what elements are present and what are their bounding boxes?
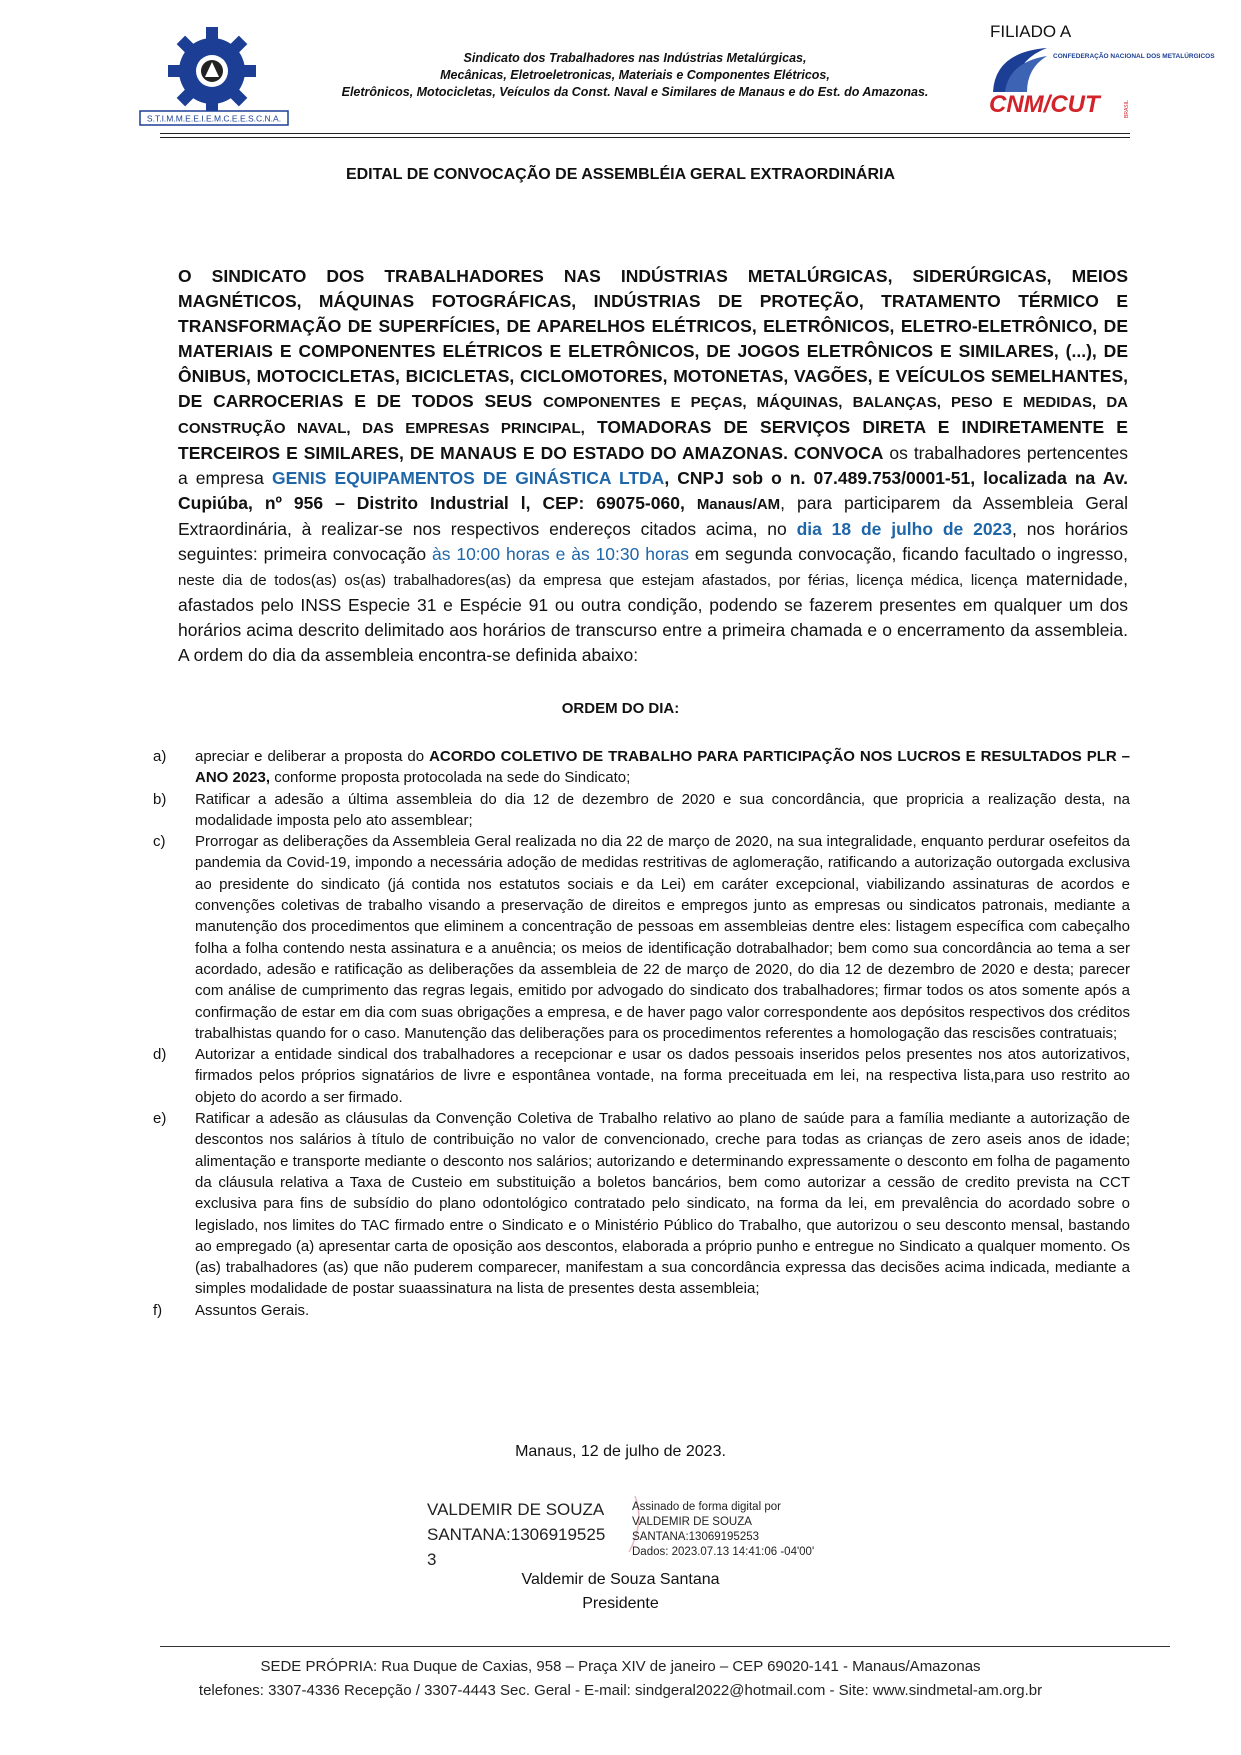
- intro-text: , nos horários seguintes: primeira convocação: [178, 519, 1128, 564]
- agenda-title: ORDEM DO DIA:: [561, 700, 680, 717]
- union-name-line: Sindicato dos Trabalhadores nas Indústrias Metalúrgicas,: [463, 51, 807, 65]
- intro-text-small: neste dia de todos(as) os(as) trabalhadores(as) da empresa que estejam afastados, por férias, licença médica, licença: [178, 572, 1018, 589]
- intro-bold-small: COMPONENTES E PEÇAS, MÁQUINAS, BALANÇAS, PESO E MEDIDAS, DA CONSTRUÇÃO NAVAL, DAS EMPRESAS PRINCIPAL,: [178, 394, 1128, 437]
- agenda-item-text: Autorizar a entidade sindical dos trabalhadores a recepcionar e usar os dados pessoais inseridos pelos presentes nos atos autorizativos, firmados pelos próprios signatários de livre e espontânea vontade, na forma preceituada em lei, na respectiva lista,para uso restrito ao objeto do acordo a ser firmado.: [195, 1046, 1130, 1106]
- union-name-line: Mecânicas, Eletroeletronicas, Materiais e Componentes Elétricos,: [440, 68, 830, 82]
- signer-role: Presidente: [582, 1595, 659, 1612]
- intro-text: os trabalhadores pertencentes a empresa: [178, 443, 1128, 488]
- agenda-item-text: Assuntos Gerais.: [195, 1301, 310, 1319]
- intro-bold: TOMADORAS DE SERVIÇOS DIRETA E INDIRETAMENTE E TERCEIROS E SIMILARES, DE MANAUS E DO ESTADO DO AMAZONAS. CONVOCA: [178, 417, 1128, 463]
- agenda-item-label: b): [153, 790, 167, 808]
- company-details: , CNPJ sob o n. 07.489.753/0001-51, localizada na Av. Cupiúba, nº 956 – Distrito Industrial l, CEP: 69075-060,: [178, 468, 1128, 513]
- intro-bold: O SINDICATO DOS TRABALHADORES NAS INDÚSTRIAS METALÚRGICAS, SIDERÚRGICAS, MEIOS MAGNÉTICOS, MÁQUINAS FOTOGRÁFICAS, INDÚSTRIAS DE PROTEÇÃO, TRATAMENTO TÉRMICO E TRANSFORMAÇÃO DE SUPERFÍCIES, DE APARELHOS ELÉTRICOS, ELETRÔNICOS, ELETRO-ELETRÔNICO, DE MATERIAIS E COMPONENTES ELÉTRICOS E ELETRÔNICOS, DE JOGOS ELETRÔNICOS E SIMILARES, (...), DE ÔNIBUS, MOTOCICLETAS, BICICLETAS, CICLOMOTORES, MOTONETAS, VAGÕES, E VEÍCULOS SEMELHANTES, DE CARROCERIAS E DE TODOS SEUS: [178, 266, 1128, 411]
- agenda-item-label: e): [153, 1110, 167, 1128]
- agenda-item: [150, 1044, 1130, 1108]
- agenda-text: conforme proposta protocolada na sede do Sindicato;: [274, 769, 631, 787]
- cnm-small-text: CONFEDERAÇÃO NACIONAL DOS METALÚRGICOS: [1053, 53, 1215, 60]
- document-title: EDITAL DE CONVOCAÇÃO DE ASSEMBLÉIA GERAL EXTRAORDINÁRIA: [345, 166, 896, 183]
- affiliation-label: FILIADO A: [990, 22, 1072, 41]
- place-date: Manaus, 12 de julho de 2023.: [515, 1443, 726, 1460]
- signature-name-line: SANTANA:1306919525: [427, 1525, 606, 1544]
- agenda-item: [150, 1108, 1130, 1300]
- header-divider: [160, 137, 1130, 138]
- agenda-item-text: [195, 746, 1130, 789]
- agenda-item-text: Prorrogar as deliberações da Assembleia Geral realizada no dia 22 de março de 2020, na sua integralidade, enquanto perdurar osefeitos da pandemia da Covid-19, impondo a necessária adoção de medidas restritivas de aglomeração, ratificando a autorização outorgada exclusiva ao presidente do sindicato (já contida nos estatutos sociais e da Lei) em caráter excepcional, viabilizando assinaturas de acordos e convenções coletivas de trabalho visando a preservação de direitos e empregos junto as empresas ou sindicatos patronais, mediante a manutenção dos procedimentos que eliminem a concentração de pessoas em assembleias dentre eles: listagem específica com cabeçalho folha a folha contendo nesta assinatura e a anuência; os meios de identificação dotrabalhador; bem como sua concordância ao tema a ser acordado, adesão e ratificação as deliberações da assembleia de 22 de março de 2020, do dia 12 de dezembro de 2020 e desta; parecer com análise de cumprimento das regras legais, emitido por advogado do sindicato dos trabalhadores; firmar todos os atos somente após a confirmação de estar em dia com suas obrigações a empresa, e de haver pago valor correspondente aos depósitos respectivos dos créditos trabalhistas quando for o caso. Manutenção das deliberações para os procedimentos referentes a homologação das rescisões contratuais;: [195, 833, 1130, 1042]
- agenda-item: [150, 789, 1130, 832]
- agenda-text: apreciar e deliberar a proposta do: [195, 748, 425, 765]
- agenda-text-bold: ACORDO COLETIVO DE TRABALHO PARA PARTICIPAÇÃO NOS LUCROS E RESULTADOS PLR – ANO 2023,: [195, 748, 1130, 787]
- agenda-item-text: Ratificar a adesão a última assembleia do dia 12 de dezembro de 2020 e sua concordância, que propricia a realização desta, na modalidade imposta pelo ato assemblear;: [195, 790, 1130, 829]
- union-logo: [130, 25, 295, 130]
- meeting-times: às 10:00 horas e às 10:30 horas: [431, 544, 690, 564]
- agenda-list: [150, 746, 1130, 1321]
- brasil-text: BRASIL: [1124, 100, 1130, 118]
- digital-signature-name: [427, 1497, 605, 1572]
- signer-name: Valdemir de Souza Santana: [521, 1571, 720, 1588]
- footer-address: SEDE PRÓPRIA: Rua Duque de Caxias, 958 – Praça XIV de janeiro – CEP 69020-141 - Manaus/Amazonas: [260, 1658, 981, 1675]
- intro-paragraph: [178, 264, 1128, 668]
- union-acronym: S.T.I.M.M.E.E.I.E.M.C.E.E.S.C.N.A.: [146, 113, 282, 124]
- header-divider: [160, 133, 1130, 134]
- digital-signature-details: [632, 1500, 814, 1560]
- signature-detail-line: Dados: 2023.07.13 14:41:06 -04'00': [632, 1546, 815, 1558]
- agenda-item-text: Ratificar a adesão as cláusulas da Convenção Coletiva de Trabalho relativo ao plano de saúde para a família mediante a autorização de descontos nos salários à título de contribuição no valor de convencionado, creche para todas as crianças de zero aseis anos de idade; alimentação e transporte mediante o desconto nos salários; autorizando e determinando expressamente o desconto em folha de pagamento da cláusula relativa a Taxa de Custeio em substituição a boletos bancários, bem como autorizar a cessão de credito prevista na CCT exclusiva para fins de subsídio do plano odontológico contratado pelo sindicato, na forma da lei, em prevalência do acordado sobre o legislado, nos limites do TAC firmado entre o Sindicato e o Ministério Público do Trabalho, que autorizou o seu desconto mensal, bastando ao empregado (a) apresentar carta de oposição aos descontos, elaborada a próprio punho e entregue no Sindicato a qualquer momento. Os (as) trabalhadores (as) que não puderem comparecer, manifestam a sua concordância expressa das decisões acima indicada, mediante a simples modalidade de postar suaassinatura na lista de presentes desta assembleia;: [195, 1110, 1130, 1298]
- footer-divider: [160, 1646, 1170, 1647]
- gear-icon: [130, 25, 295, 130]
- union-name-line: Eletrônicos, Motocicletas, Veículos da Const. Naval e Similares de Manaus e do Est. do Amazonas.: [341, 85, 929, 99]
- intro-text: em segunda convocação, ficando facultado o ingresso,: [694, 544, 1128, 564]
- meeting-date: dia 18 de julho de 2023: [796, 519, 1013, 539]
- cnm-cut-logo: [985, 40, 1215, 120]
- cnm-cut-text: CNM/CUT: [989, 91, 1100, 118]
- footer: [0, 1655, 1241, 1703]
- company-name: GENIS EQUIPAMENTOS DE GINÁSTICA LTDA: [271, 468, 665, 488]
- footer-contacts: telefones: 3307-4336 Recepção / 3307-4443 Sec. Geral - E-mail: sindgeral2022@hotmail.com - Site: www.sindmetal-am.org.br: [198, 1682, 1043, 1699]
- agenda-item-label: f): [153, 1301, 163, 1319]
- signer-block: [0, 1568, 1241, 1616]
- signature-name-line: 3: [427, 1550, 437, 1569]
- city-state: Manaus/AM: [696, 496, 781, 513]
- agenda-item-label: c): [153, 833, 166, 851]
- agenda-item: [150, 831, 1130, 1044]
- agenda-item: [150, 746, 1130, 789]
- intro-text: , para participarem da Assembleia Geral Extraordinária, à realizar-se nos respectivos endereços citados acima, no: [178, 493, 1128, 539]
- intro-text: maternidade, afastados pelo INSS Especie 31 e Espécie 91 ou outra condição, podendo se fazerem presentes em qualquer um dos horários acima descrito delimitado aos horários de transcurso entre a primeira chamada e o encerramento da assembleia. A ordem do dia da assembleia encontra-se definida abaixo:: [178, 569, 1128, 665]
- union-name: [330, 50, 940, 101]
- agenda-item-label: a): [153, 748, 167, 765]
- signature-name-line: VALDEMIR DE SOUZA: [427, 1500, 605, 1519]
- signature-detail-line: VALDEMIR DE SOUZA: [632, 1516, 752, 1528]
- signature-detail-line: Assinado de forma digital por: [632, 1501, 781, 1513]
- agenda-item-label: d): [153, 1046, 167, 1064]
- signature-detail-line: SANTANA:13069195253: [632, 1531, 760, 1543]
- agenda-item: [150, 1300, 1130, 1321]
